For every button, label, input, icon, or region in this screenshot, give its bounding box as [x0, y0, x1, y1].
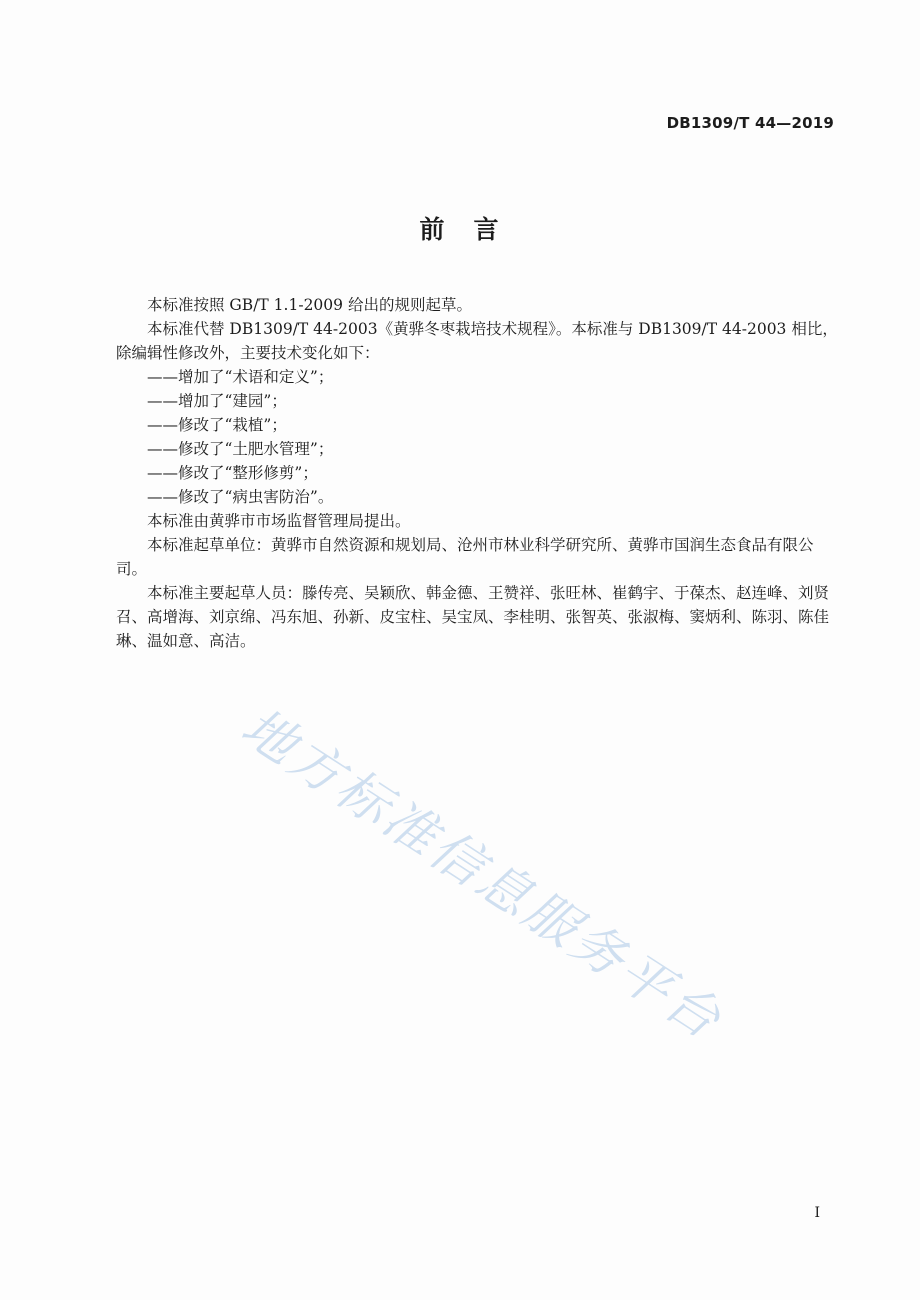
- change-item: ——修改了“土肥水管理”；: [147, 440, 334, 458]
- paragraph-drafters: 本标准主要起草人员：滕传亮、吴颖欣、韩金德、王赞祥、张旺林、崔鹤宇、于葆杰、赵连峰、刘贤召、高增海、刘京绵、冯东旭、孙新、皮宝柱、吴宝凤、李桂明、张智英、张淑梅、窦炳利、陈羽、陈佳琳、温如意、高洁。: [116, 584, 830, 650]
- change-item: ——修改了“栽植”；: [147, 416, 287, 434]
- paragraph-proposer: 本标准由黄骅市市场监督管理局提出。: [147, 512, 411, 530]
- paragraph-drafting-units: 本标准起草单位：黄骅市自然资源和规划局、沧州市林业科学研究所、黄骅市国润生态食品有限公司。: [116, 536, 814, 578]
- page-number: I: [814, 1205, 820, 1221]
- change-item: ——修改了“整形修剪”；: [147, 464, 318, 482]
- document-body: [116, 293, 838, 653]
- paragraph-drafting-rules: 本标准按照 GB/T 1.1-2009 给出的规则起草。: [147, 296, 472, 314]
- change-item: ——修改了“病虫害防治”。: [147, 488, 334, 506]
- page-title: 前 言: [419, 215, 501, 244]
- paragraph-replacement: 本标准代替 DB1309/T 44-2003《黄骅冬枣栽培技术规程》。本标准与 DB1309/T 44-2003 相比，除编辑性修改外，主要技术变化如下：: [116, 320, 838, 362]
- change-item: ——增加了“建园”；: [147, 392, 287, 410]
- change-item: ——增加了“术语和定义”；: [147, 368, 334, 386]
- watermark: 地方标准信息服务平台: [230, 696, 734, 1053]
- standard-code: DB1309/T 44—2019: [666, 114, 834, 132]
